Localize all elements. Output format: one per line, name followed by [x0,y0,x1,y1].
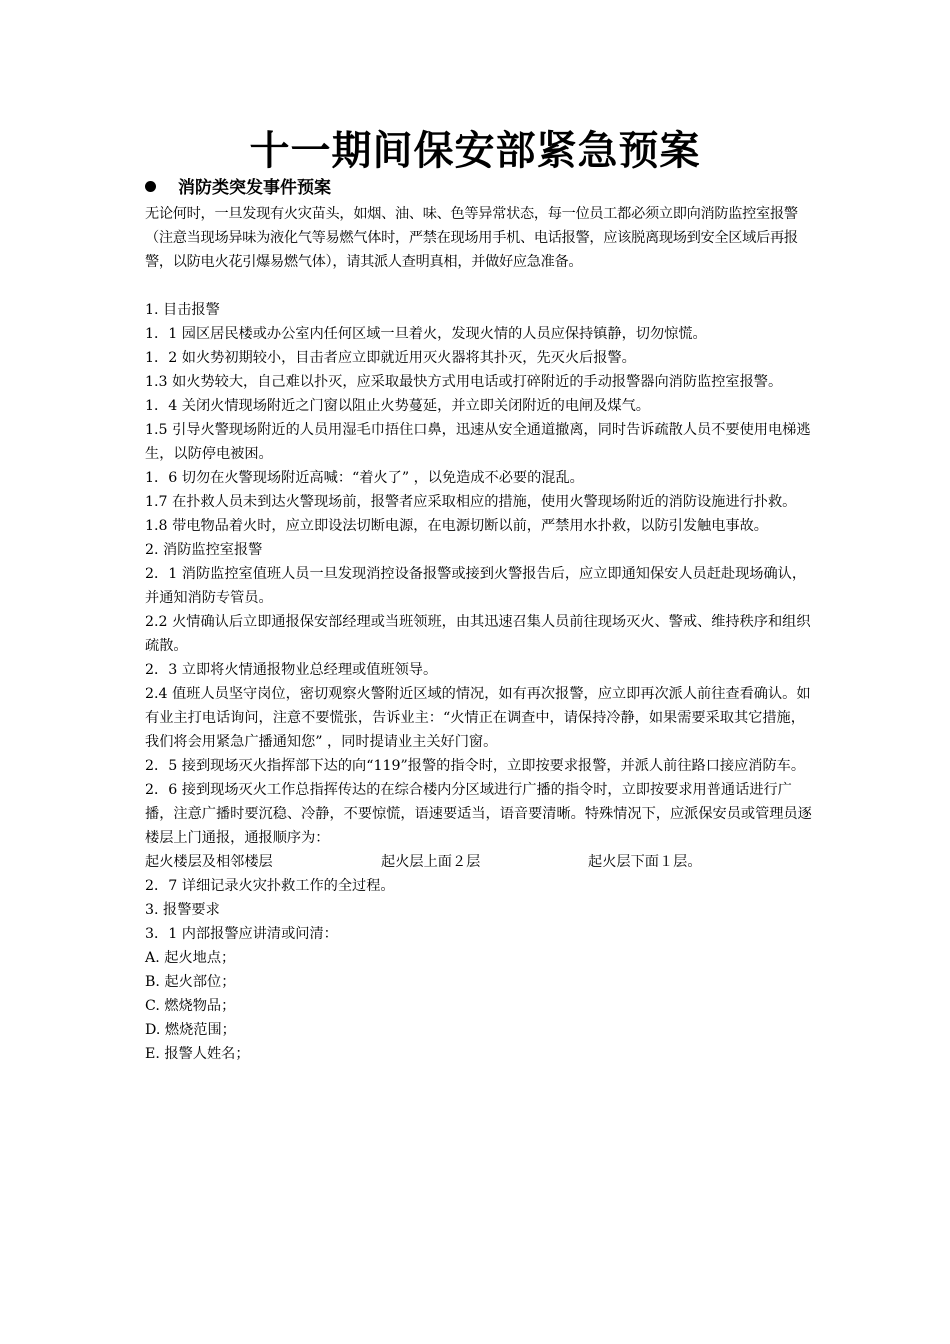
heading-3: 3. 报警要求 [145,902,220,918]
item-3-1-b: B. 起火部位； [145,974,236,990]
item-3-1: 3．1 内部报警应讲清或问清： [145,926,338,942]
item-3-1-a: A. 起火地点； [145,950,236,966]
item-1-1: 1．1 园区居民楼或办公室内任何区域一旦着火，发现火情的人员应保持镇静，切勿惊慌。 [145,326,707,342]
item-2-3: 2．3 立即将火情通报物业总经理或值班领导。 [145,662,438,678]
item-1-6: 1．6 切勿在火警现场附近高喊：“着火了” ，以免造成不必要的混乱。 [145,470,584,486]
order-item-1: 起火楼层及相邻楼层 [145,854,273,870]
item-1-3: 1.3 如火势较大，自己难以扑灭，应采取最快方式用电话或打碎附近的手动报警器向消防监控室报警。 [145,374,783,390]
item-2-1: 2．1 消防监控室值班人员一旦发现消控设备报警或接到火警报告后，应立即通知保安人员赶赴现场确认，并通知消防专管员。 [145,566,807,606]
item-1-4: 1．4 关闭火情现场附近之门窗以阻止火势蔓延，并立即关闭附近的电闸及煤气。 [145,398,650,414]
section-heading-text: 消防类突发事件预案 [178,178,331,198]
item-1-2: 1．2 如火势初期较小，目击者应立即就近用灭火器将其扑灭，先灭火后报警。 [145,350,636,366]
heading-2: 2. 消防监控室报警 [145,542,263,558]
order-item-2: 起火层上面２层 [381,854,481,870]
item-1-5: 1.5 引导火警现场附近的人员用湿毛巾捂住口鼻，迅速从安全通道撤离，同时告诉疏散人员不要使用电梯逃生，以防停电被困。 [145,422,811,462]
item-3-1-d: D. 燃烧范围； [145,1022,236,1038]
item-3-1-e: E. 报警人姓名； [145,1046,250,1062]
item-2-4: 2.4 值班人员坚守岗位，密切观察火警附近区域的情况，如有再次报警，应立即再次派人前往查看确认。如有业主打电话询问，注意不要慌张，告诉业主：“火情正在调查中，请保持冷静，如果需要采取其它措施，我们将会用紧急广播通知您” ，同时提请业主关好门窗。 [145,686,811,750]
intro-paragraph: 无论何时，一旦发现有火灾苗头，如烟、油、味、色等异常状态，每一位员工都必须立即向消防监控室报警（注意当现场异味为液化气等易燃气体时，严禁在现场用手机、电话报警，应该脱离现场到安全区域后再报警，以防电火花引爆易燃气体），请其派人查明真相，并做好应急准备。 [145,206,798,270]
section-heading [145,175,331,201]
paragraph-gap [145,274,815,298]
heading-1: 1. 目击报警 [145,302,220,318]
item-2-7: 2．7 详细记录火灾扑救工作的全过程。 [145,878,395,894]
document-title: 十一期间保安部紧急预案 [249,127,701,174]
document-body [145,202,815,1066]
bullet-icon [145,181,156,192]
item-2-6: 2．6 接到现场灭火工作总指挥传达的在综合楼内分区域进行广播的指令时，立即按要求用普通话进行广播，注意广播时要沉稳、冷静，不要惊慌，语速要适当，语音要清晰。特殊情况下，应派保安员或管理员逐楼层上门通报，通报顺序为： [145,782,812,846]
notification-order-row [145,850,815,874]
item-1-7: 1.7 在扑救人员未到达火警现场前，报警者应采取相应的措施，使用火警现场附近的消防设施进行扑救。 [145,494,797,510]
order-item-3: 起火层下面１层。 [588,854,702,870]
item-3-1-c: C. 燃烧物品； [145,998,236,1014]
item-2-5: 2．5 接到现场灭火指挥部下达的向“119”报警的指令时，立即按要求报警，并派人前往路口接应消防车。 [145,758,806,774]
item-2-2: 2.2 火情确认后立即通报保安部经理或当班领班，由其迅速召集人员前往现场灭火、警戒、维持秩序和组织疏散。 [145,614,811,654]
item-1-8: 1.8 带电物品着火时，应立即设法切断电源，在电源切断以前，严禁用水扑救，以防引发触电事故。 [145,518,768,534]
